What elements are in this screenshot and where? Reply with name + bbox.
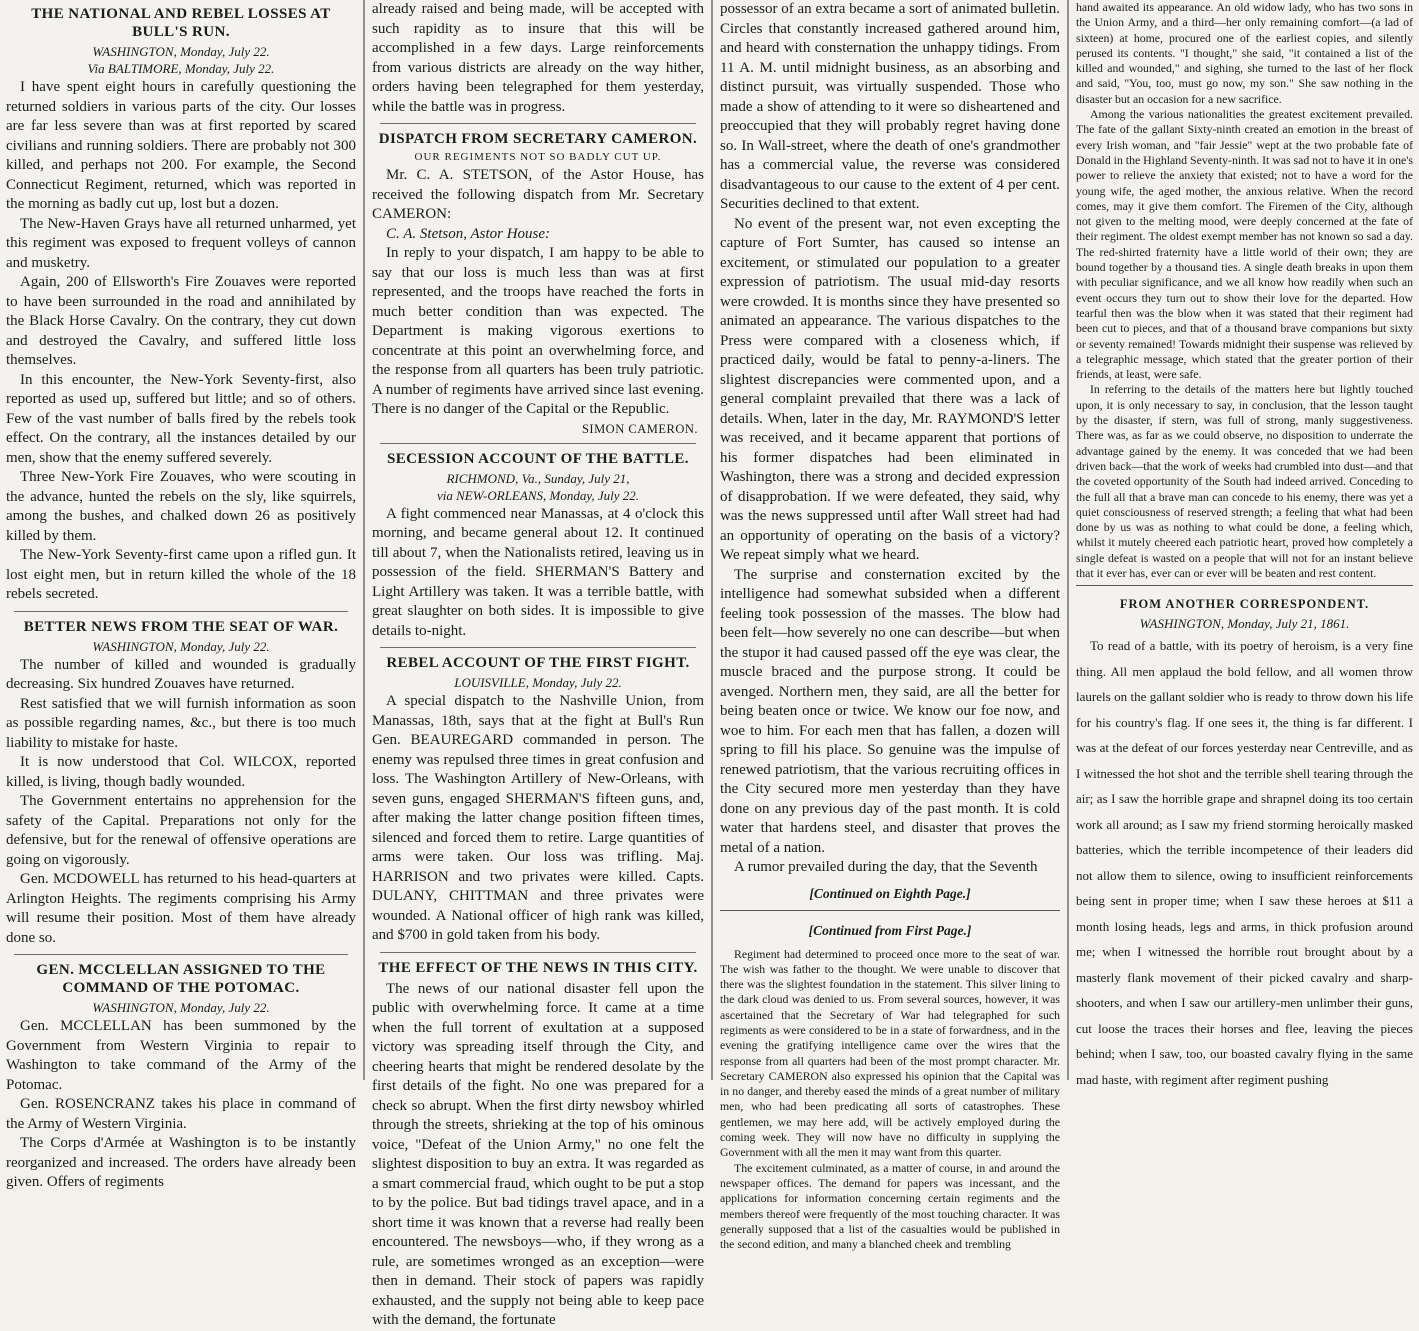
column-rule bbox=[363, 0, 365, 1080]
paragraph: Gen. MCDOWELL has returned to his head-quarters at Arlington Heights. The regiments comprising his Army will resume their position. Most of them have already done so. bbox=[6, 871, 356, 946]
article-cameron-dispatch bbox=[372, 130, 704, 437]
headline: REBEL ACCOUNT OF THE FIRST FIGHT. bbox=[386, 655, 690, 671]
paragraph: The excitement culminated, as a matter of course, in and around the newspaper offices. The demand for papers was incessant, and the applications for information concerning certain regiments and the members thereof were frequently of the most touching character. It was generally supposed that a list of the casualties would be published in the second edition, and many a blanched cheek and trembling bbox=[720, 1160, 1060, 1252]
dateline: RICHMOND, Va., Sunday, July 21, bbox=[446, 470, 630, 486]
paragraph: The number of killed and wounded is gradually decreasing. Six hundred Zouaves have returned. bbox=[6, 656, 356, 692]
paragraph: No event of the present war, not even excepting the capture of Fort Sumter, has caused so intense an excitement, or stimulated our population to a greater expression of patriotism. The usual mid-day resorts were crowded. It is months since they have presented so animated an appearance. The various dispatches to the Press were compared with a closeness which, if practiced daily, would be fatal to penny-a-liners. The slightest discrepancies were commented upon, and a general complaint prevailed that there was a lack of details. When, later in the day, Mr. RAYMOND'S letter was received, and it became apparent that portions of his former dispatches had been eliminated in Washington, there was a strong and decided expression of disapprobation. If we were defeated, they said, why was the news suppressed until after Wall street had had an opportunity of operating on the basis of a victory? We repeat simply what we heard. bbox=[720, 215, 1060, 563]
article-mcclellan bbox=[6, 961, 356, 1193]
paragraph: Gen. MCCLELLAN has been summoned by the Government from Western Virginia to repair to Washington to take command of the Army of the Potomac. bbox=[6, 1018, 356, 1093]
paragraph: The Government entertains no apprehension for the safety of the Capital. Preparations not only for the defensive, but for the renewal of offensive operations are going on vigorously. bbox=[6, 793, 356, 868]
column-2 bbox=[366, 0, 710, 1328]
continued-from-notice: [Continued from First Page.] bbox=[808, 922, 972, 938]
divider bbox=[380, 952, 696, 953]
dateline: via NEW-ORLEANS, Monday, July 22. bbox=[436, 487, 640, 503]
headline: BETTER NEWS FROM THE SEAT OF WAR. bbox=[23, 618, 339, 635]
dateline: WASHINGTON, Monday, July 22. bbox=[92, 1000, 270, 1015]
paragraph: Mr. C. A. STETSON, of the Astor House, has received the following dispatch from Mr. Secretary CAMERON: bbox=[372, 167, 704, 222]
dateline: WASHINGTON, Monday, July 22. bbox=[92, 44, 270, 59]
paragraph: I have spent eight hours in carefully questioning the returned soldiers in various parts of the city. Our losses are far less severe than was at first reported by scared civilians and running soldiers. There are probably not 300 killed, and perhaps not 200. For example, the Second Connecticut Regiment, returned, which was reported in the morning as badly cut up, lost but a dozen. bbox=[6, 79, 356, 212]
column-rule bbox=[1067, 0, 1069, 1080]
continued-section bbox=[720, 910, 1060, 1253]
article-secession-account bbox=[372, 450, 704, 642]
paragraph: It is now understood that Col. WILCOX, reported killed, is living, though badly wounded. bbox=[6, 754, 356, 790]
column-4 bbox=[1070, 0, 1419, 1087]
article-effect-continued-2 bbox=[1076, 0, 1413, 581]
dateline: WASHINGTON, Monday, July 22. bbox=[92, 638, 270, 654]
paragraph: A rumor prevailed during the day, that the Seventh bbox=[734, 859, 1038, 875]
divider bbox=[14, 611, 348, 612]
paragraph: In this encounter, the New-York Seventy-first, also reported as used up, suffered but little; and so of others. Few of the vast number of balls fired by the rebels took effect. On the contrary, all the instances detailed by our men, show that the enemy suffered severely. bbox=[6, 371, 356, 466]
paragraph: In referring to the details of the matters here but lightly touched upon, it is only necessary to say, in conclusion, that the lesson taught by the disaster, if stern, was full of strong, manly suggestiveness. There was, as far as we could observe, no disposition to underrate the advantage gained by the enemy. It was conceded that we had been driven back—that the work of weeks had crumbled into dust—and that the coveted opportunity of the South had indeed arrived. Conceding to the full all that a brave man can concede to his enemy, there was yet a quiet consciousness of reserved strength; a feeling that what had been done by us was as nothing to what could be done, a feeling which, whilst it mutely cheered each patriotic heart, proved how completely a single defeat is wasted on a people that will not for an instant believe that it ever has, ever can or ever will be beaten and rest content. bbox=[1076, 382, 1413, 580]
column-1 bbox=[0, 0, 362, 1190]
article-better-news bbox=[6, 618, 356, 949]
headline: GEN. MCCLELLAN ASSIGNED TO THE COMMAND OF THE POTOMAC. bbox=[36, 962, 326, 996]
paragraph: Three New-York Fire Zouaves, who were scouting in the advance, hunted the rebels on the sly, like squirrels, among the bushes, and chalked down 26 as positively killed by them. bbox=[6, 469, 356, 544]
column-3 bbox=[714, 0, 1066, 1252]
paragraph: The news of our national disaster fell upon the public with overwhelming force. It came at a time when the full torrent of exultation at a supposed victory was spreading itself through the City, and cheering hearts that might be rendered desolate by the first details of the fight. No one was prepared for a check so abrupt. When the first dirty newsboy whirled through the streets, shrieking at the top of his ominous voice, "Defeat of the Union Army," no one felt the slightest disposition to buy an extra. It was regarded as a smart commercial fraud, which ought to be put a stop to by the police. But bad tidings travel apace, and in a short time it was known that a reverse had really been encountered. The newsboys—who, if they wrong as a rule, are sometimes wronged as an exception—were then in demand. Their stock of papers was rapidly exhausted, and the supply not being able to keep pace with the demand, the fortunate bbox=[372, 980, 704, 1328]
paragraph: Among the various nationalities the greatest excitement prevailed. The fate of the gallant Sixty-ninth created an emotion in the breast of every Irish woman, and "fair Jessie" wept at the two probable fate of Donald in the Highland Seventy-ninth. It was sad not to have it in one's power to relieve the anxiety that existed; not to have a word for the young wife, the aged mother, the anxious relative. When the record comes, may it give them comfort. The Firemen of the City, although not given to the melting mood, were deeply concerned at the fate of their regiment. The oldest exempt member has not known so sad a day. The red-shirted fraternity have a little world of their own; they are bound together by a thousand ties. A single death breaks in upon them with peculiar significance, and we all know how readily when such an event occurs they turn out to show their love for the departed. How tearful then was the blow when it was stated that their regiment had been cut to pieces, and that of a thousand brave companions but sixty or seventy remained! Towards midnight their suspense was relieved by a telegraphic message, which stated that the greater portion of their friends, at least, were safe. bbox=[1076, 107, 1413, 382]
paragraph: To read of a battle, with its poetry of heroism, is a very fine thing. All men applaud the bold fellow, and all women throw laurels on the gallant soldier who is ready to throw down his life for his country's flag. If one sees it, the thing is far different. I was at the defeat of our forces yesterday near Centreville, and as I witnessed the hot shot and the terrible shell tearing through the air; as I saw the horrible grape and shrapnel doing its too certain work all around; as I saw my friend storming heroically masked batteries, which the terrible incompetence of their leaders did not allow them to silence, owing to insufficient reinforcements being sent in proper time; when I saw these heroes at $11 a month losing heads, legs and arms, in thick profusion around me; when I witnessed the horrible rout brought about by a masterly flank movement of their picked cavalry and sharp-shooters, and when I saw our artillery-men unlimber their guns, cut loose the traces their horses and flee, leaving the pieces behind; when I saw, too, our boasted cavalry flying in the same mad haste, with regiment after regiment pushing bbox=[1076, 638, 1413, 1087]
paragraph: The New-Haven Grays have all returned unharmed, yet this regiment was exposed to frequent volleys of cannon and musketry. bbox=[6, 215, 356, 271]
paragraph: possessor of an extra became a sort of animated bulletin. Circles that constantly increased gathered around him, and heard with consternation the unhappy tidings. From 11 A. M. until midnight business, as an absorbing and distinct pursuit, was virtually suspended. Those who made a show of attending to it were so disheartened and preoccupied that they will probably regret having done so. In Wall-street, where the death of one's grandmother has a commercial value, the reverse was considered disadvantageous to our cause to the extent of 4 per cent. Securities declined to that extent. bbox=[720, 1, 1060, 212]
article-rebel-account bbox=[372, 654, 704, 946]
paragraph: The surprise and consternation excited by the intelligence had somewhat subsided when a different feeling took possession of the masses. The blow had been felt—how severely no one can describe—but when the stupor it had caused passed off the eye was clear, the muscle braced and the purpose strong. It could be avenged. Northern men, they said, are all the better for being beaten once or twice. We know our foe now, and woe to him. For each men that has fallen, a dozen will spring to fill his place. So genuine was the impulse of renewed patriotism, that the various recruiting offices in the City secured more men yesterday than they have done on any previous day of the past month. It is cold water that hardens steel, and disaster that proves the metal of a nation. bbox=[720, 566, 1060, 856]
headline: SECESSION ACCOUNT OF THE BATTLE. bbox=[387, 450, 689, 467]
divider bbox=[380, 647, 696, 648]
paragraph: The Corps d'Armée at Washington is to be instantly reorganized and increased. The orders have already been given. Offers of regiments bbox=[6, 1135, 356, 1190]
paragraph: Regiment had determined to proceed once more to the seat of war. The wish was father to the thought. We were unable to discover that there was the slightest foundation in the statement. This silver lining to the dark cloud was denied to us. From several sources, however, it was ascertained that the Secretary of War had telegraphed for such regiments as were considered to be in a state of forwardness, and in the evening the gratifying intelligence came over the wires that the response from all quarters had been of the most prompt character. Mr. Secretary CAMERON also expressed his opinion that the Capital was in no danger, and thereby eased the minds of a great number of military men, who had been predicating all sorts of catastrophes. These gentlemen, we may here add, will be actively employed during the coming week. They will now have no difficulty in supplying the Government with all the men it may want from this quarter. bbox=[720, 946, 1060, 1160]
paragraph: hand awaited its appearance. An old widow lady, who has two sons in the Union Army, and a third—her only remaining comfort—(a lad of sixteen) at home, procured one of the earliest copies, and silently perused its contents. "I thought," she said, "it contained a list of the killed and wounded," and sighing, she turned to the last of her flock and said, "You, too, must go now, my son." She saw nothing in the disaster but an occasion for a new sacrifice. bbox=[1076, 0, 1413, 106]
dateline: LOUISVILLE, Monday, July 22. bbox=[454, 675, 622, 690]
paragraph: C. A. Stetson, Astor House: bbox=[386, 225, 551, 242]
dateline: Via BALTIMORE, Monday, July 22. bbox=[87, 61, 275, 76]
paragraph: Gen. ROSENCRANZ takes his place in command of the Army of Western Virginia. bbox=[6, 1096, 356, 1132]
headline: DISPATCH FROM SECRETARY CAMERON. bbox=[378, 131, 698, 147]
paragraph: A special dispatch to the Nashville Union, from Manassas, 18th, says that at the fight at Bull's Run Gen. BEAUREGARD commanded in person. The enemy was repulsed three times in great confusion and loss. The Washington Artillery of New-Orleans, with seven guns, engaged SHERMAN'S fifteen guns, and, after making the latter change position fifteen times, silenced and forced them to retire. Large quantities of arms were taken. Our loss was trifling. Maj. HARRISON and two privates were killed. Capts. DULANY, CHITTMAN and three privates were wounded. A National officer of high rank was killed, and $700 in gold taken from his body. bbox=[372, 693, 704, 943]
divider bbox=[380, 123, 696, 124]
article-another-correspondent bbox=[1076, 585, 1413, 1092]
dateline: WASHINGTON, Monday, July 21, 1861. bbox=[1139, 616, 1350, 632]
article-national-rebel-losses bbox=[6, 5, 356, 605]
paragraph: The New-York Seventy-first came upon a rifled gun. It lost eight men, but in return killed the whole of the 18 rebels secreted. bbox=[6, 547, 356, 602]
continued-on-notice: [Continued on Eighth Page.] bbox=[809, 885, 971, 901]
article-effect-continued bbox=[720, 0, 1060, 878]
headline: FROM ANOTHER CORRESPONDENT. bbox=[1119, 597, 1370, 612]
paragraph: In reply to your dispatch, I am happy to be able to say that our loss is much less than was at first represented, and the troops have reached the forts in much better condition than was expected. The Department is making vigorous exertions to concentrate at this point an overwhelming force, and the response from all quarters has been truly patriotic. A number of regiments have arrived since last evening. There is no danger of the Capital or the Republic. bbox=[372, 245, 704, 417]
paragraph: already raised and being made, will be accepted with such rapidity as to insure that this will be accomplished in a few days. Large reinforcements from various districts are already on the way hither, orders having been telegraphed for them yesterday, while the battle was in progress. bbox=[372, 1, 704, 115]
paragraph: Rest satisfied that we will furnish information as soon as possible regarding names, &c., but there is too much liability to mistake for haste. bbox=[6, 695, 356, 751]
paragraph: Again, 200 of Ellsworth's Fire Zouaves were reported to have been surrounded in the road and annihilated by the Black Horse Cavalry. On the contrary, they cut down and destroyed the Cavalry, and suffered little loss themselves. bbox=[6, 274, 356, 368]
headline: THE EFFECT OF THE NEWS IN THIS CITY. bbox=[378, 959, 698, 976]
column-rule bbox=[711, 0, 713, 1080]
divider bbox=[14, 954, 348, 955]
article-effect-of-news bbox=[372, 959, 704, 1331]
subheadline: OUR REGIMENTS NOT SO BADLY CUT UP. bbox=[414, 151, 662, 163]
paragraph: A fight commenced near Manassas, at 4 o'clock this morning, and became general about 12. It continued till about 7, when the Nationalists retired, leaving us in possession of the field. SHERMAN'S Battery and Light Artillery was taken. It was a terrible battle, with great slaughter on both sides. It is impossible to give details to-night. bbox=[372, 505, 704, 639]
headline: THE NATIONAL AND REBEL LOSSES AT BULL'S RUN. bbox=[31, 6, 331, 40]
divider bbox=[380, 443, 696, 444]
signature: SIMON CAMERON. bbox=[581, 421, 698, 436]
